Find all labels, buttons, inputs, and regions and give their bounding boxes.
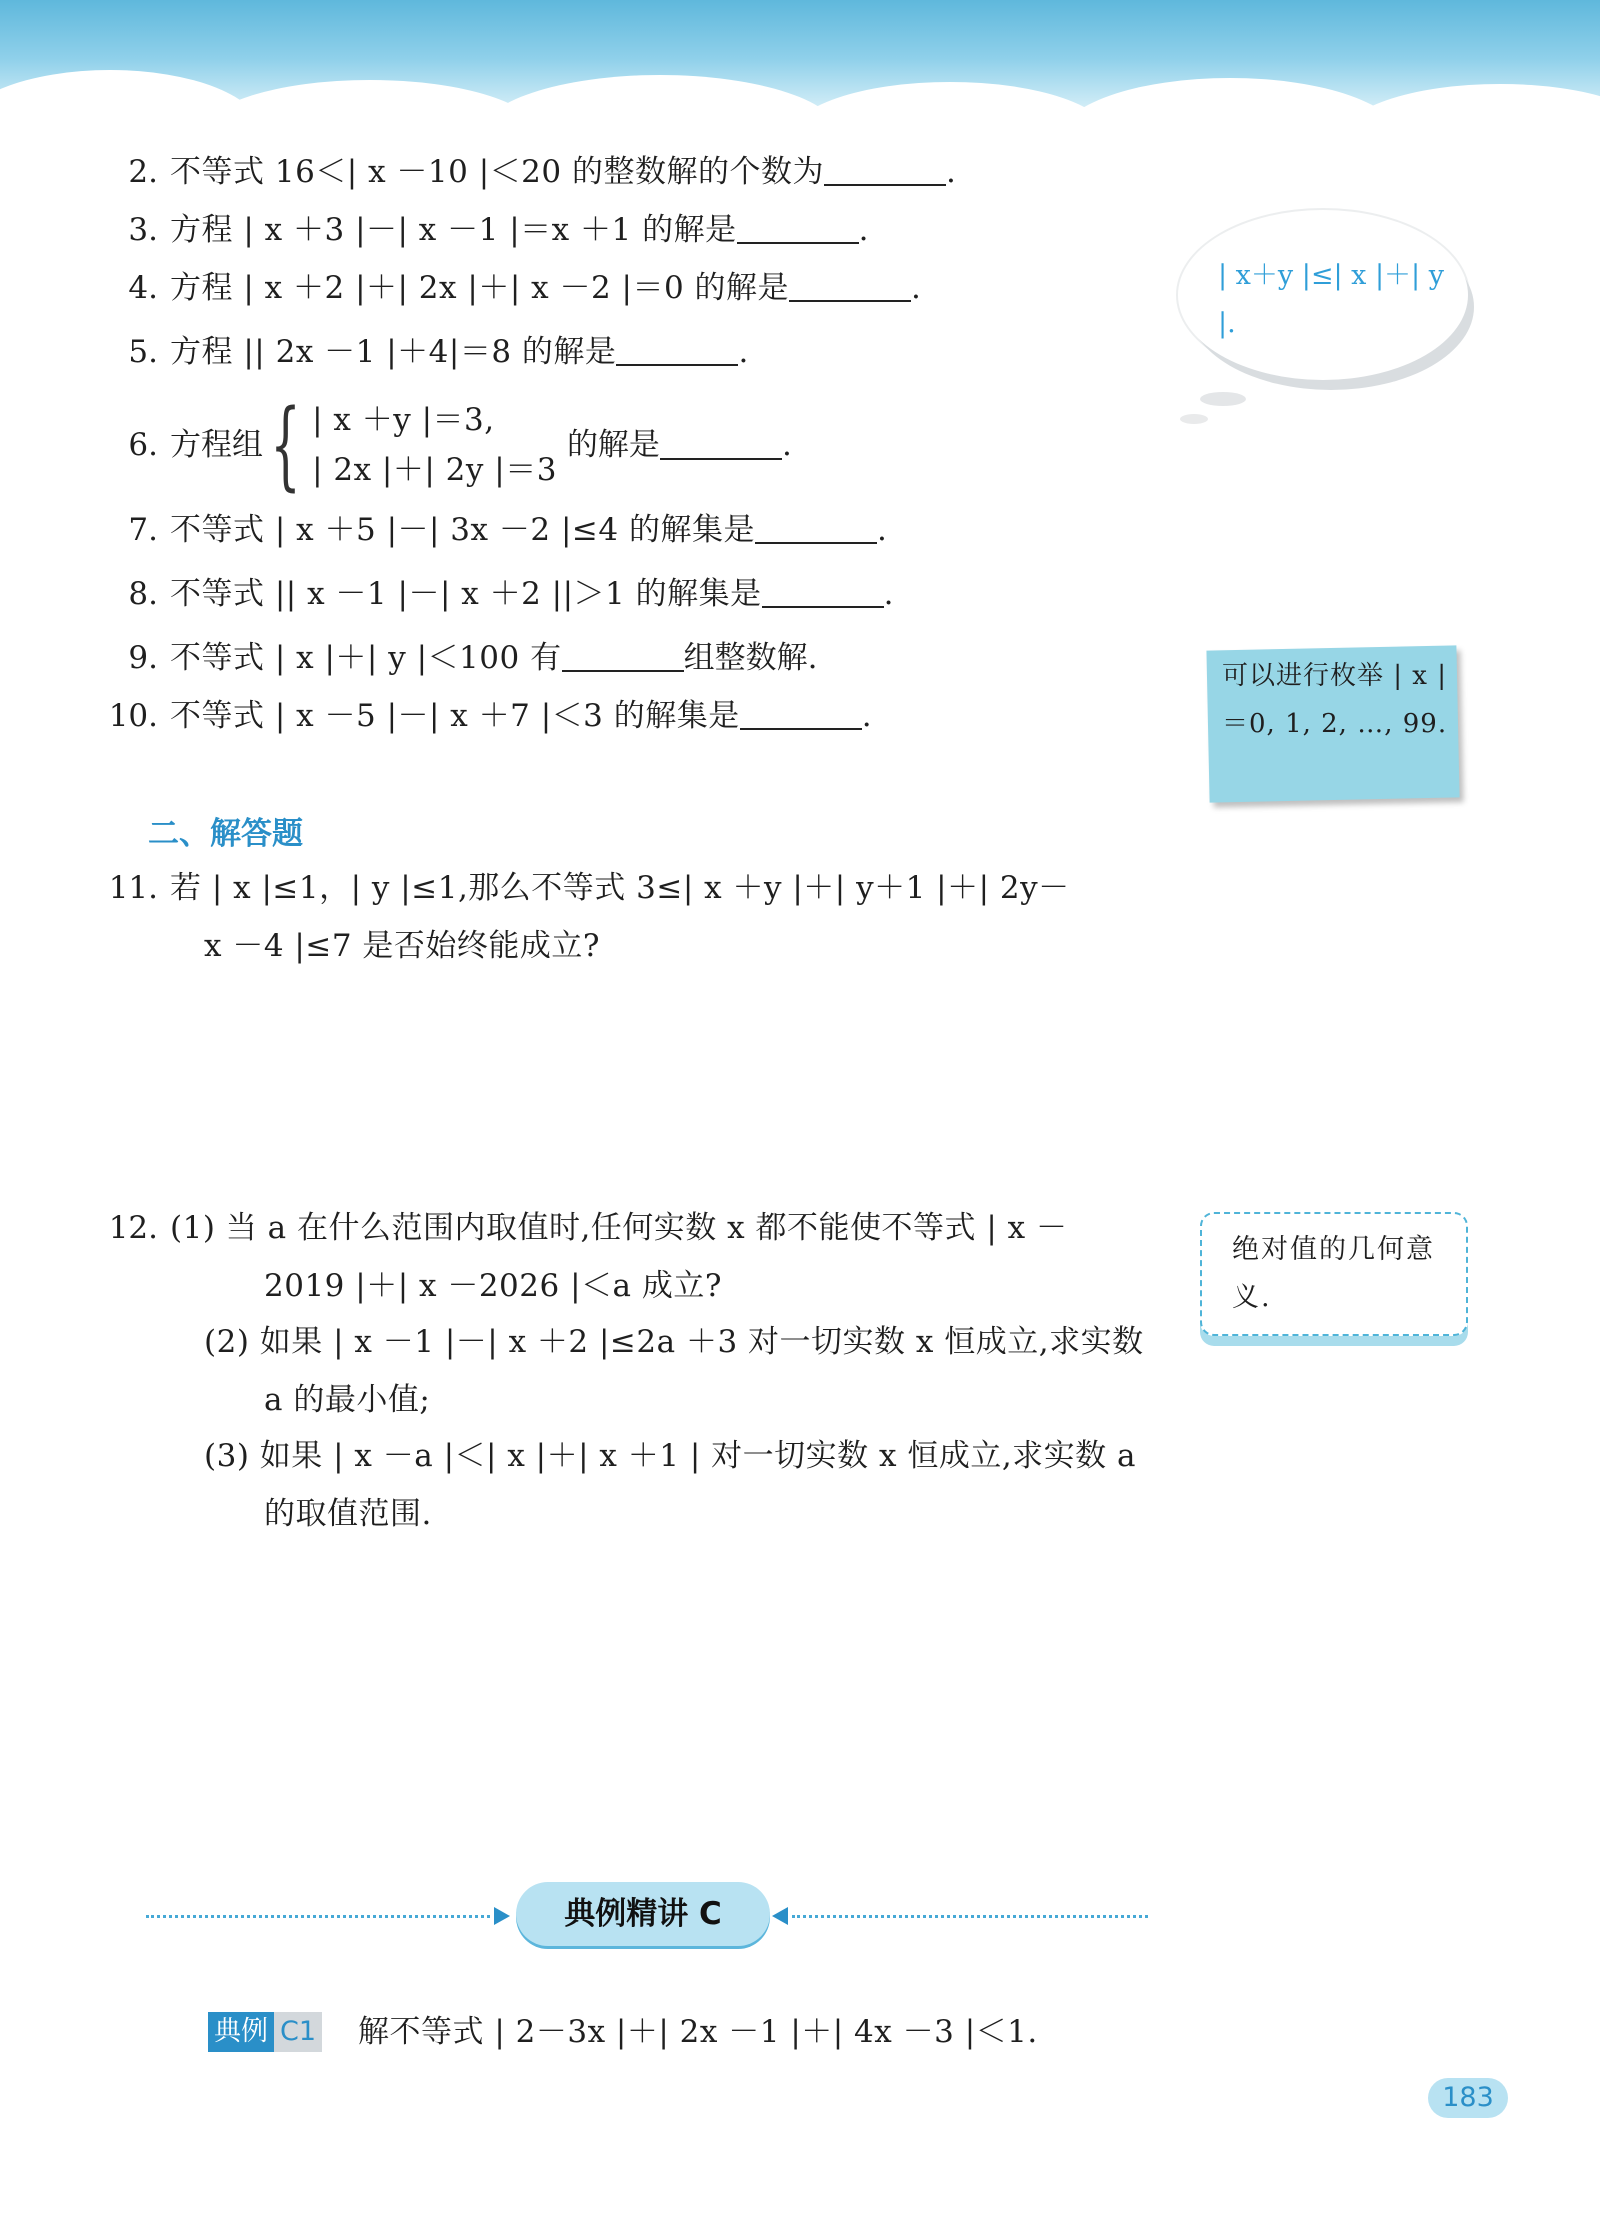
answer-blank[interactable] bbox=[762, 578, 884, 608]
answer-blank[interactable] bbox=[616, 336, 738, 366]
page-number: 183 bbox=[1428, 2078, 1508, 2118]
question-7: 7. 不等式 | x ＋5 |－| 3x －2 |≤4 的解集是 . bbox=[128, 512, 887, 548]
divider-right bbox=[792, 1915, 1148, 1918]
question-3: 3. 方程 | x ＋3 |－| x －1 |＝x ＋1 的解是 . bbox=[128, 212, 869, 248]
question-9: 9. 不等式 | x |＋| y |＜100 有 组整数解. bbox=[128, 640, 818, 676]
bubble-note-text: | x＋y |≤| x |＋| y |. bbox=[1218, 260, 1444, 339]
equation-system: | x ＋y |＝3, | 2x |＋| 2y |＝3 bbox=[312, 402, 557, 488]
question-5: 5. 方程 || 2x －1 |＋4|＝8 的解是 . bbox=[128, 334, 749, 370]
answer-blank[interactable] bbox=[737, 214, 859, 244]
example-section-title: 典例精讲 C bbox=[516, 1882, 770, 1946]
answer-blank[interactable] bbox=[740, 700, 862, 730]
header-sky-decoration bbox=[0, 0, 1600, 130]
arrow-left-icon bbox=[772, 1907, 788, 1925]
sticky-note-text: 可以进行枚举 | x |＝0, 1, 2, …, 99. bbox=[1222, 661, 1448, 739]
answer-blank[interactable] bbox=[824, 156, 946, 186]
question-12-part3: (3) 如果 | x －a |＜| x |＋| x ＋1 | 对一切实数 x 恒成立,求实数 a bbox=[204, 1438, 1137, 1474]
question-12: 12. (1) 当 a 在什么范围内取值时,任何实数 x 都不能使不等式 | x － bbox=[108, 1210, 1068, 1246]
question-10: 10. 不等式 | x －5 |－| x ＋7 |＜3 的解集是 . bbox=[108, 698, 872, 734]
thought-bubble-tail bbox=[1180, 414, 1208, 424]
section-title: 二、解答题 bbox=[148, 816, 303, 852]
geometry-hint-text: 绝对值的几何意义. bbox=[1232, 1234, 1435, 1313]
answer-blank[interactable] bbox=[755, 514, 877, 544]
question-12-part2: (2) 如果 | x －1 |－| x ＋2 |≤2a ＋3 对一切实数 x 恒成立,求实数 bbox=[204, 1324, 1144, 1360]
question-12-part2-cont: a 的最小值; bbox=[264, 1382, 431, 1418]
answer-blank[interactable] bbox=[660, 430, 782, 460]
answer-blank[interactable] bbox=[562, 642, 684, 672]
question-12-part3-cont: 的取值范围. bbox=[264, 1496, 432, 1532]
question-8: 8. 不等式 || x －1 |－| x ＋2 ||＞1 的解集是 . bbox=[128, 576, 894, 612]
left-brace: { bbox=[270, 389, 301, 501]
question-2: 2. 不等式 16＜| x －10 |＜20 的整数解的个数为 . bbox=[128, 154, 956, 190]
divider-left bbox=[146, 1915, 490, 1918]
question-4: 4. 方程 | x ＋2 |＋| 2x |＋| x －2 |＝0 的解是 . bbox=[128, 270, 921, 306]
answer-blank[interactable] bbox=[789, 272, 911, 302]
thought-bubble-tail bbox=[1200, 392, 1246, 406]
question-11-line2: x －4 |≤7 是否始终能成立? bbox=[204, 928, 601, 964]
example-problem: 解不等式 | 2－3x |＋| 2x －1 |＋| 4x －3 |＜1. bbox=[358, 2014, 1038, 2050]
question-12-part1-cont: 2019 |＋| x －2026 |＜a 成立? bbox=[264, 1268, 722, 1304]
arrow-right-icon bbox=[494, 1907, 510, 1925]
question-11: 11. 若 | x |≤1，| y |≤1,那么不等式 3≤| x ＋y |＋| y＋1 |＋| 2y－ bbox=[108, 870, 1070, 906]
question-6: 6. 方程组 { | x ＋y |＝3, | 2x |＋| 2y |＝3 的解是 . bbox=[128, 389, 792, 501]
example-badge: 典例 C1 bbox=[208, 2012, 324, 2052]
